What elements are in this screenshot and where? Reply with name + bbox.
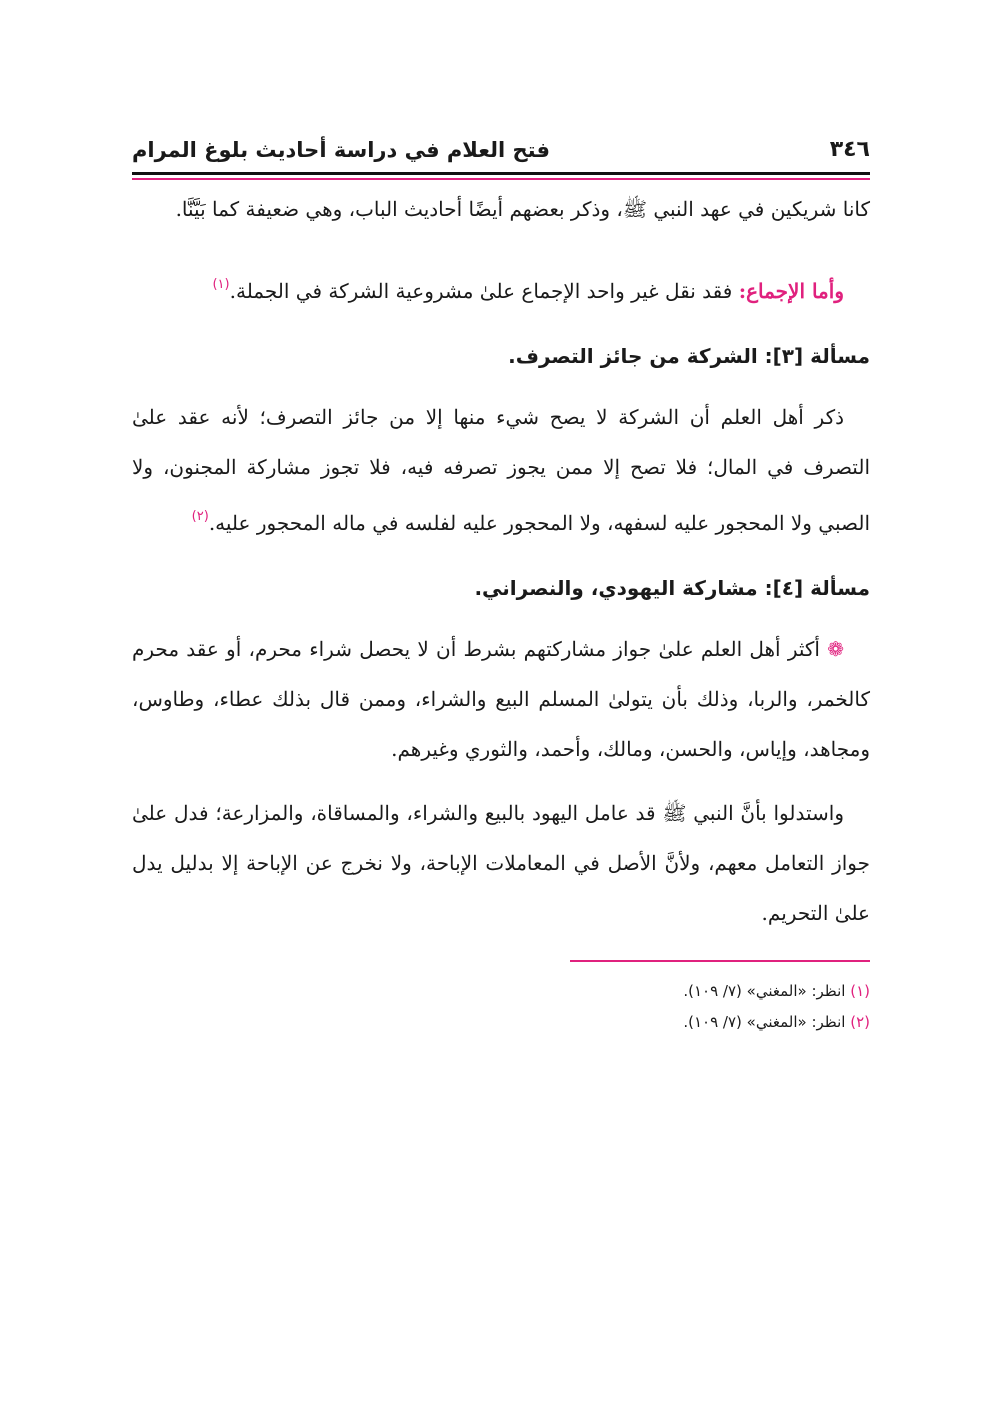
ijma-label: وأما الإجماع: [738,279,844,303]
footnote-ref-1[interactable]: (١) [212,277,230,292]
footnote-1 [132,976,870,1007]
intro-paragraph: كانا شريكين في عهد النبي ﷺ، وذكر بعضهم أيضًا أحاديث الباب، وهي ضعيفة كما بَيَّنَّا. [175,197,870,221]
ijma-paragraph [132,260,870,316]
issue-3-paragraph [132,392,870,548]
footnote-2 [132,1007,870,1038]
book-title: فتح العلام في دراسة أحاديث بلوغ المرام [132,138,550,162]
issue-3-title: مسألة [٣]: الشركة من جائز التصرف. [508,344,870,368]
issue-4-paragraph-1 [132,624,870,774]
footnotes [132,976,870,1038]
header-rule-pink [132,178,870,180]
ijma-text: فقد نقل غير واحد الإجماع علىٰ مشروعية الشركة في الجملة. [229,279,733,303]
page-number: ٣٤٦ [829,137,870,162]
footnote-2-number: (٢) [850,1013,870,1031]
issue-4-paragraph-2: واستدلوا بأنَّ النبي ﷺ قد عامل اليهود بالبيع والشراء، والمساقاة، والمزارعة؛ فدل علىٰ جواز التعامل معهم، ولأنَّ الأصل في المعاملات الإباحة، ولا نخرج عن الإباحة إلا بدليل يدل علىٰ التحريم. [132,801,870,925]
flower-bullet-icon: ❁ [827,637,844,661]
header-rule-black [132,172,870,175]
running-header [132,128,870,162]
footnote-1-number: (١) [850,982,870,1000]
issue-4-text-1: أكثر أهل العلم علىٰ جواز مشاركتهم بشرط أن لا يحصل شراء محرم، أو عقد محرم كالخمر، والربا، وذلك بأن يتولىٰ المسلم البيع والشراء، وممن قال بذلك عطاء، وطاوس، ومجاهد، وإياس، والحسن، ومالك، وأحمد، والثوري وغيرهم. [132,637,870,761]
footnote-1-text: انظر: «المغني» (٧/ ١٠٩). [683,982,846,1000]
issue-4-title: مسألة [٤]: مشاركة اليهودي، والنصراني. [474,576,870,600]
footnote-2-text: انظر: «المغني» (٧/ ١٠٩). [683,1013,846,1031]
footnote-rule [570,960,870,962]
footnote-ref-2[interactable]: (٢) [191,509,209,524]
issue-3-text: ذكر أهل العلم أن الشركة لا يصح شيء منها إلا من جائز التصرف؛ لأنه عقد علىٰ التصرف في المال؛ فلا تصح إلا ممن يجوز تصرفه فيه، فلا تجوز مشاركة المجنون، ولا الصبي ولا المحجور عليه لسفهه، ولا المحجور عليه لفلسه في ماله المحجور عليه. [132,405,870,535]
book-page [132,128,870,1038]
